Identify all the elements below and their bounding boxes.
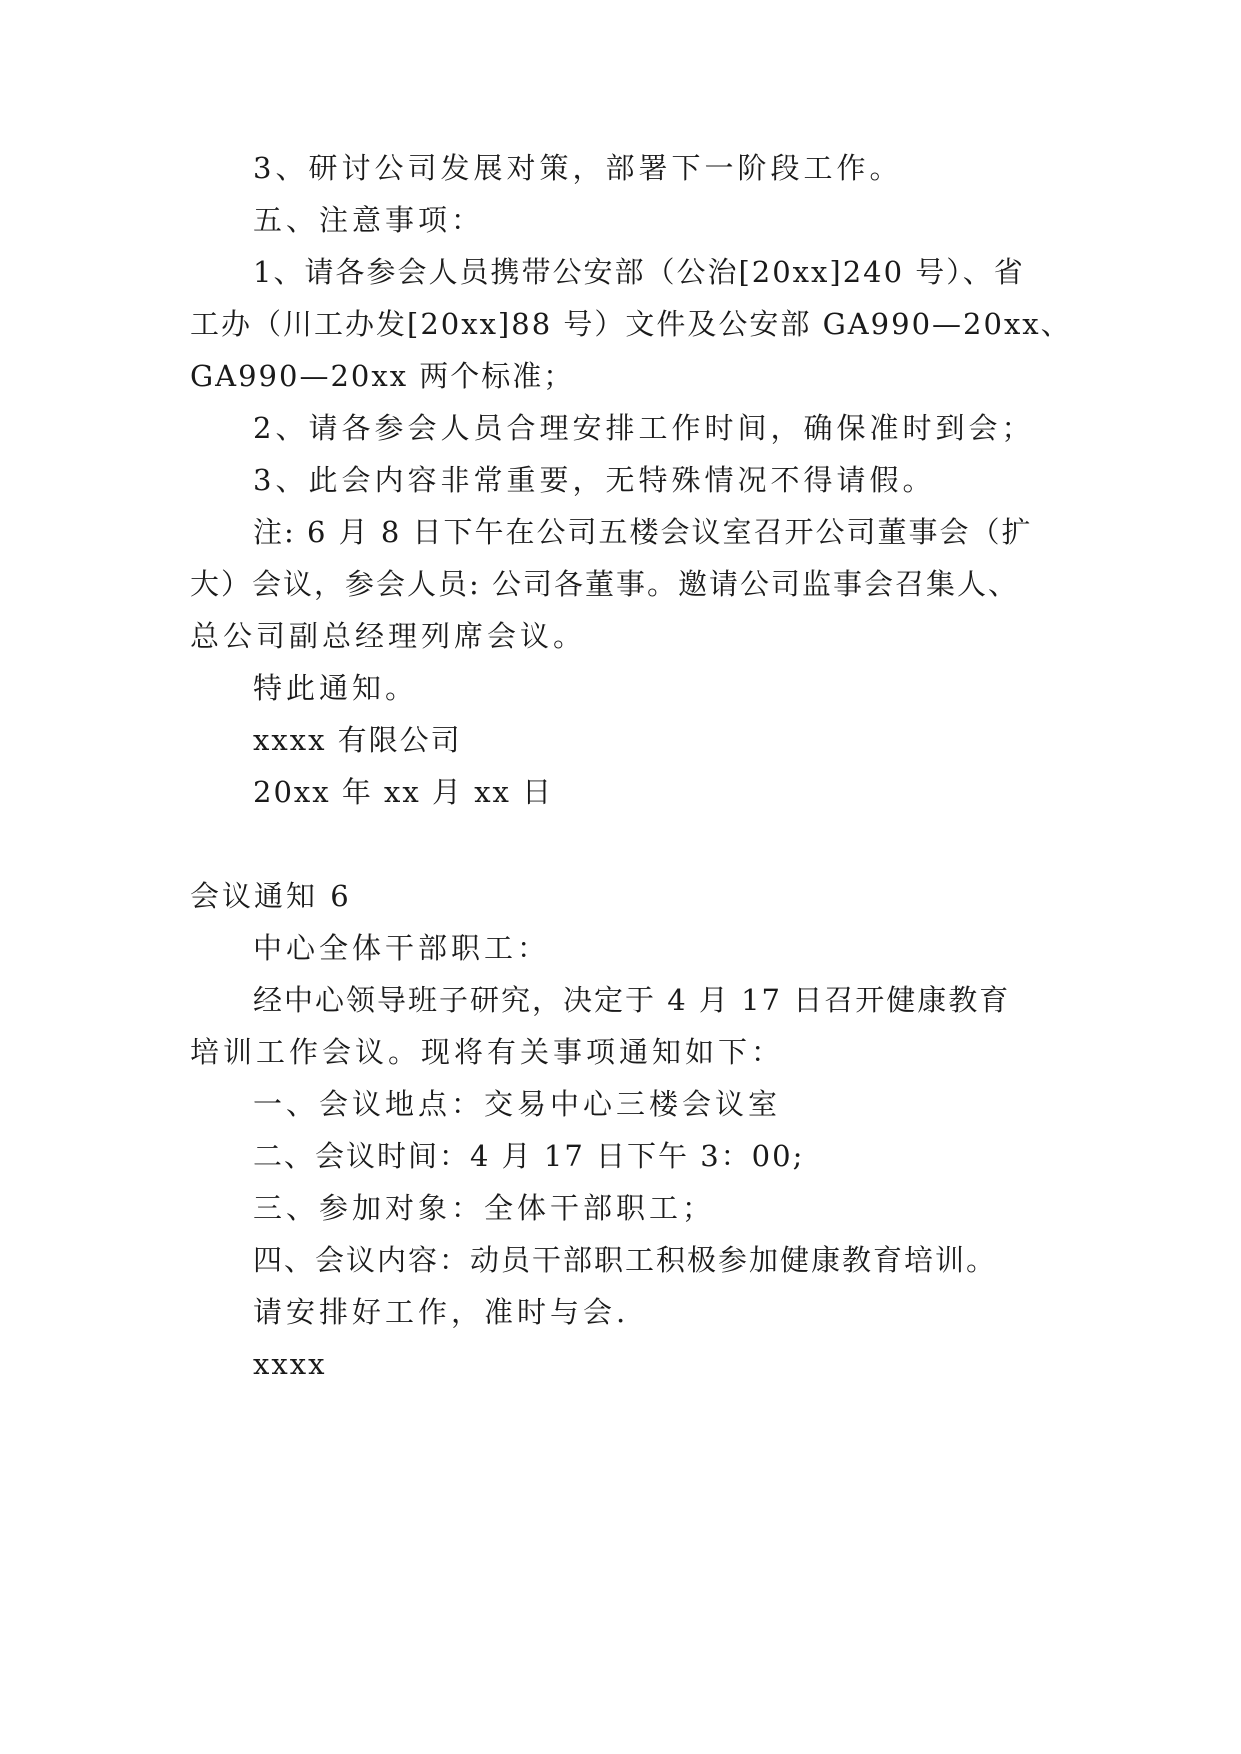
paragraph-line: 2、请各参会人员合理安排工作时间，确保准时到会；: [253, 411, 1035, 445]
company-signature: xxxx 有限公司: [253, 723, 462, 757]
closing-line: 特此通知。: [253, 671, 419, 705]
paragraph-line: 1、请各参会人员携带公安部（公治[20xx]240 号）、省: [253, 255, 1025, 289]
list-item: 二、会议时间：4 月 17 日下午 3：00;: [253, 1139, 805, 1173]
paragraph-line: 3、研讨公司发展对策，部署下一阶段工作。: [253, 151, 903, 185]
notice-title: 会议通知 6: [190, 879, 352, 913]
note-line: 大）会议，参会人员: 公司各董事。邀请公司监事会召集人、: [190, 567, 1019, 601]
section-heading: 五、注意事项：: [253, 203, 485, 237]
signature: xxxx: [253, 1347, 327, 1381]
paragraph-line: 培训工作会议。现将有关事项通知如下：: [190, 1035, 785, 1069]
addressee-line: 中心全体干部职工：: [253, 931, 551, 965]
closing-line: 请安排好工作，准时与会.: [253, 1295, 630, 1329]
paragraph-line: 经中心领导班子研究，决定于 4 月 17 日召开健康教育: [253, 983, 1011, 1017]
list-item: 四、会议内容：动员干部职工积极参加健康教育培训。: [253, 1243, 998, 1277]
paragraph-line: 工办（川工办发[20xx]88 号）文件及公安部 GA990—20xx、: [190, 307, 1072, 341]
list-item: 一、会议地点：交易中心三楼会议室: [253, 1087, 782, 1121]
document-date: 20xx 年 xx 月 xx 日: [253, 775, 554, 809]
list-item: 三、参加对象：全体干部职工；: [253, 1191, 716, 1225]
paragraph-line: 3、此会内容非常重要，无特殊情况不得请假。: [253, 463, 936, 497]
note-line: 注: 6 月 8 日下午在公司五楼会议室召开公司董事会（扩: [253, 515, 1033, 549]
paragraph-line: GA990—20xx 两个标准；: [190, 359, 575, 393]
note-line: 总公司副总经理列席会议。: [190, 619, 587, 653]
